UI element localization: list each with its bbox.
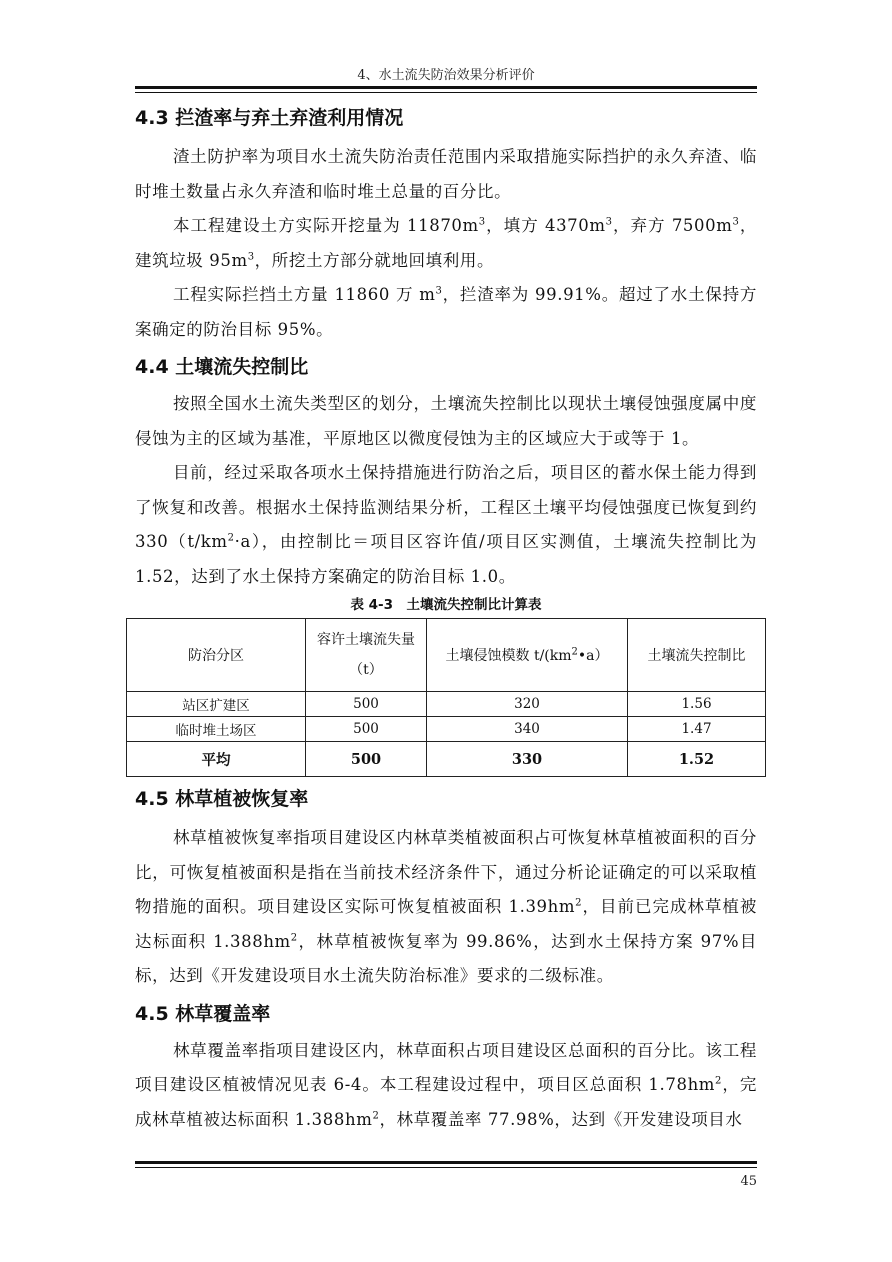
table-row xyxy=(127,692,766,717)
cell-allowed: 500 xyxy=(306,742,427,777)
running-header: 4、水土流失防治效果分析评价 xyxy=(357,68,535,83)
cell-modulus: 340 xyxy=(427,717,628,742)
cell-allowed: 500 xyxy=(306,692,427,717)
section-heading-4-4: 4.4 土壤流失控制比 xyxy=(135,356,309,378)
table-row xyxy=(127,717,766,742)
header-zone: 防治分区 xyxy=(127,619,306,692)
header-control-ratio: 土壤流失控制比 xyxy=(628,619,766,692)
page-number: 45 xyxy=(740,1174,757,1189)
footer-rule-thick xyxy=(135,1161,757,1164)
paragraph: 目前，经过采取各项水土保持措施进行防治之后，项目区的蓄水保土能力得到了恢复和改善。根据水土保持监测结果分析，工程区土壤平均侵蚀强度已恢复到约 $330(t/km^2\cdot a)$，由控制比＝项目区容许值/项目区实测值，土壤流失控制比为 1.52，达到了水土保持方案确定的防治目标 1.0。 xyxy=(135,463,757,586)
table-average-row xyxy=(127,742,766,777)
cell-ratio: 1.52 xyxy=(628,742,766,777)
cell-ratio: 1.47 xyxy=(628,717,766,742)
cell-zone: 临时堆土场区 xyxy=(127,717,306,742)
header-rule-thin xyxy=(135,92,757,93)
footer-rule-thin xyxy=(135,1167,757,1168)
section-heading-4-3: 4.3 拦渣率与弃土弃渣利用情况 xyxy=(135,107,404,129)
table-header-row xyxy=(127,619,766,692)
cell-modulus: 330 xyxy=(427,742,628,777)
section-heading-4-5-vegetation-recovery: 4.5 林草植被恢复率 xyxy=(135,788,309,810)
cell-ratio: 1.56 xyxy=(628,692,766,717)
paragraph: 渣土防护率为项目水土流失防治责任范围内采取措施实际挡护的永久弃渣、临时堆土数量占永久弃渣和临时堆土总量的百分比。 xyxy=(135,147,757,201)
page-body xyxy=(135,100,757,1137)
cell-zone: 站区扩建区 xyxy=(127,692,306,717)
cell-zone: 平均 xyxy=(127,742,306,777)
paragraph: 林草植被恢复率指项目建设区内林草类植被面积占可恢复林草植被面积的百分比，可恢复植被面积是指在当前技术经济条件下，通过分析论证确定的可以采取植物措施的面积。项目建设区实际可恢复植被面积 $1.39hm^2$，目前已完成林草植被达标面积 $1.388hm^2$，林草植被恢复率为 99.86%，达到水土保持方案 97%目标，达到《开发建设项目水土流失防治标准》要求的二级标准。 xyxy=(135,828,758,985)
paragraph: 林草覆盖率指项目建设区内，林草面积占项目建设区总面积的百分比。该工程项目建设区植被情况见表 6-4。本工程建设过程中，项目区总面积 $1.78hm^2$，完成林草植被达标面积 $1.388hm^2$，林草覆盖率 77.98%，达到《开发建设项目水 xyxy=(135,1040,757,1129)
cell-modulus: 320 xyxy=(427,692,628,717)
table-caption: 表 4-3 土壤流失控制比计算表 xyxy=(350,597,542,613)
paragraph: 工程实际拦挡土方量 11860 万 $m^3$，拦渣率为 99.91%。超过了水土保持方案确定的防治目标 95%。 xyxy=(135,285,757,339)
header-rule-thick xyxy=(135,86,757,89)
header-allowed-loss: 容许土壤流失量 （t） xyxy=(306,619,427,692)
paragraph: 按照全国水土流失类型区的划分，土壤流失控制比以现状土壤侵蚀强度属中度侵蚀为主的区域为基准，平原地区以微度侵蚀为主的区域应大于或等于 1。 xyxy=(135,394,757,448)
paragraph: 本工程建设土方实际开挖量为 $11870m^3$，填方 $4370m^3$，弃方 $7500m^3$，建筑垃圾 $95m^3$，所挖土方部分就地回填利用。 xyxy=(135,216,757,270)
cell-allowed: 500 xyxy=(306,717,427,742)
soil-loss-control-ratio-table xyxy=(126,618,766,777)
section-heading-4-5-vegetation-coverage: 4.5 林草覆盖率 xyxy=(135,1002,271,1025)
header-erosion-modulus: 土壤侵蚀模数 $t/(km^2•a)$ xyxy=(427,619,628,692)
